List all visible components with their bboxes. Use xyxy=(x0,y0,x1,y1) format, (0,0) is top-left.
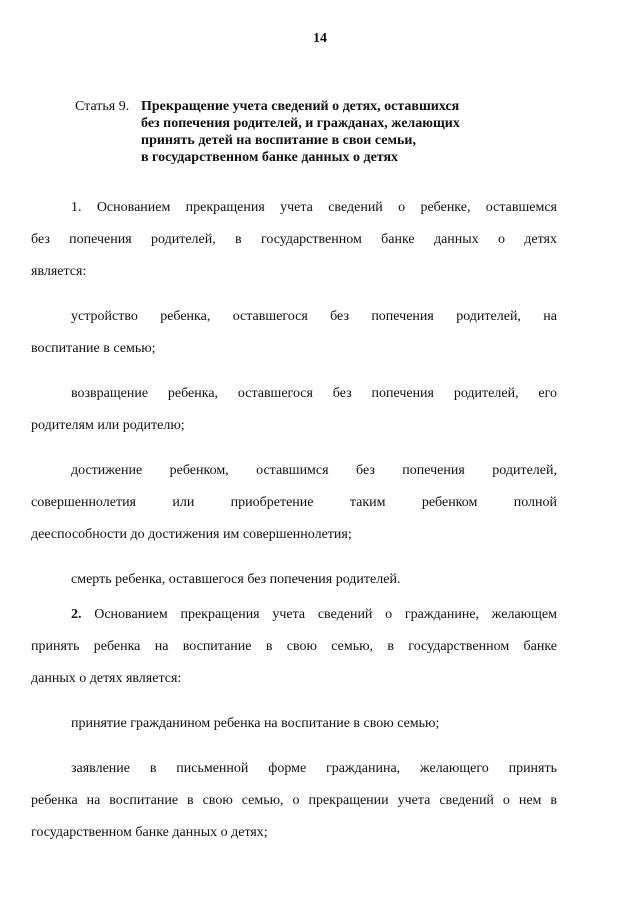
text-span: Основанием прекращения учета сведений о гражданине, желающем xyxy=(94,607,557,622)
article-title-line: без попечения родителей, и гражданах, желающих xyxy=(141,116,460,131)
list-item-application xyxy=(31,753,557,849)
paragraph-1 xyxy=(31,192,557,288)
text-line: данных о детях является: xyxy=(31,671,182,686)
text-line: заявление в письменной форме гражданина, желающего принять xyxy=(71,761,557,776)
text-line: возвращение ребенка, оставшегося без попечения родителей, его xyxy=(71,386,557,401)
text-line: совершеннолетия или приобретение таким ребенком полной xyxy=(31,495,557,510)
text-line: родителям или родителю; xyxy=(31,418,185,433)
list-item-death xyxy=(31,564,557,596)
text-line: дееспособности до достижения им совершеннолетия; xyxy=(31,527,352,542)
text-line: является: xyxy=(31,264,87,279)
text-line: воспитание в семью; xyxy=(31,341,156,356)
paragraph-number: 2. xyxy=(71,607,82,622)
article-body xyxy=(31,192,557,862)
article-title-line: принять детей на воспитание в свои семьи, xyxy=(141,133,416,148)
article-title-line: в государственном банке данных о детях xyxy=(141,150,399,165)
text-line: без попечения родителей, в государственном банке данных о детях xyxy=(31,232,557,247)
list-item-acceptance xyxy=(31,708,557,740)
text-line: принятие гражданином ребенка на воспитание в свою семью; xyxy=(71,716,440,731)
text-line: достижение ребенком, оставшимся без попечения родителей, xyxy=(71,463,557,478)
text-line: 1. Основанием прекращения учета сведений о ребенке, оставшемся xyxy=(71,200,557,215)
text-line: принять ребенка на воспитание в свою семью, в государственном банке xyxy=(31,639,557,654)
page-number: 14 xyxy=(313,31,327,46)
article-title-line: Прекращение учета сведений о детях, оставшихся xyxy=(141,99,460,114)
article-title xyxy=(141,98,460,166)
text-line: государственном банке данных о детях; xyxy=(31,825,268,840)
list-item-placement xyxy=(31,301,557,365)
text-line xyxy=(31,599,557,631)
text-line: ребенка на воспитание в свою семью, о прекращении учета сведений о нем в xyxy=(31,793,557,808)
text-line: устройство ребенка, оставшегося без попечения родителей, на xyxy=(71,309,557,324)
list-item-majority xyxy=(31,455,557,551)
article-label: Статья 9. xyxy=(75,99,130,114)
list-item-return xyxy=(31,378,557,442)
text-line: смерть ребенка, оставшегося без попечения родителей. xyxy=(71,572,401,587)
paragraph-2 xyxy=(31,599,557,695)
article-heading xyxy=(75,98,545,166)
